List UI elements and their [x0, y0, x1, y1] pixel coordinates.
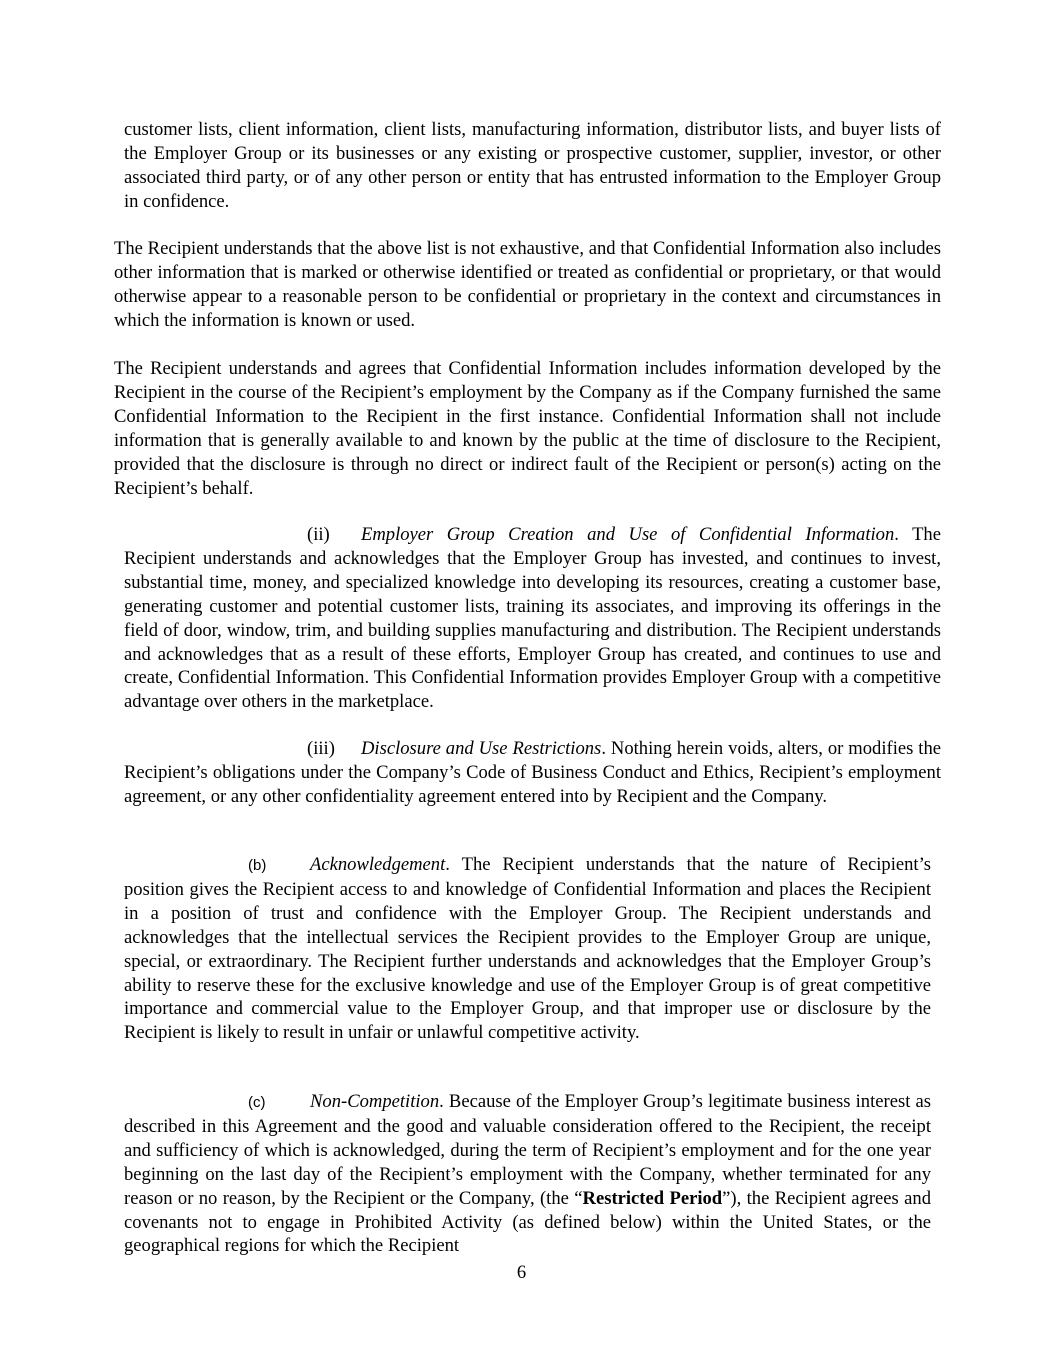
section-iii-heading: Disclosure and Use Restrictions — [361, 738, 602, 759]
section-iii-number: (iii) — [307, 738, 335, 759]
paragraph-developed-information: The Recipient understands and agrees that Confidential Information includes information developed by the Recipient in the course of the Recipient’s employment by the Company as if the Company furnished the same Confidential Information to the Recipient in the first instance. Confidential Information shall not include information that is generally available to and known by the public at the time of disclosure to the Recipient, provided that the disclosure is through no direct or indirect fault of the Recipient or person(s) acting on the Recipient’s behalf. — [114, 358, 941, 499]
section-b-number: (b) — [248, 857, 267, 874]
section-c-number: (c) — [248, 1094, 266, 1111]
section-ii — [124, 523, 941, 714]
section-ii-number: (ii) — [307, 524, 330, 545]
section-b-text: . The Recipient understands that the nature of Recipient’s position gives the Recipient access to and knowledge of Confidential Information and places the Recipient in a position of trust and confidence with the Employer Group. The Recipient understands and acknowledges that the intellectual services the Recipient provides to the Employer Group are unique, special, or extraordinary. The Recipient further understands and acknowledges that the Employer Group’s ability to reserve these for the exclusive knowledge and use of the Employer Group is of great competitive importance and commercial value to the Employer Group, and that improper use or disclosure by the Recipient is likely to result in unfair or unlawful competitive activity. — [124, 854, 931, 1044]
section-ii-heading: Employer Group Creation and Use of Confidential Information — [361, 524, 895, 545]
paragraph-customer-lists: customer lists, client information, client lists, manufacturing information, distributor lists, and buyer lists of the Employer Group or its businesses or any existing or prospective customer, supplier, investor, or other associated third party, or of any other person or entity that has entrusted information to the Employer Group in confidence. — [124, 119, 941, 212]
section-c-heading: Non-Competition — [310, 1091, 440, 1112]
section-c-text-after: ”), the Recipient agrees and covenants not to engage in Prohibited Activity (as defined below) within the United States, or the geographical regions for which the Recipient — [124, 1187, 932, 1257]
page-number: 6 — [516, 1262, 527, 1283]
section-ii-text: . The Recipient understands and acknowledges that the Employer Group has invested, and continues to invest, substantial time, money, and specialized knowledge into developing its resources, creating a customer base, generating customer and potential customer lists, training its associates, and improving its offerings in the field of door, window, trim, and building supplies manufacturing and distribution. The Recipient understands and acknowledges that as a result of these efforts, Employer Group has created, and continues to use and create, Confidential Information. This Confidential Information provides Employer Group with a competitive advantage over others in the marketplace. — [124, 524, 941, 713]
section-iii-text: . Nothing herein voids, alters, or modifies the Recipient’s obligations under the Company’s Code of Business Conduct and Ethics, Recipient’s employment agreement, or any other confidentiality agreement entered into by Recipient and the Company. — [124, 738, 941, 807]
section-b — [124, 853, 931, 1045]
section-iii — [124, 737, 941, 809]
section-c-text-before: . Because of the Employer Group’s legitimate business interest as described in this Agreement and the good and valuable consideration offered to the Recipient, the receipt and sufficiency of which is acknowledged, during the term of Recipient’s employment and for the one year beginning on the last day of the Recipient’s employment with the Company, whether terminated for any reason or no reason, by the Recipient or the Company, (the “ — [124, 1091, 931, 1209]
section-b-heading: Acknowledgement — [310, 854, 446, 875]
restricted-period-term: Restricted Period — [582, 1187, 723, 1209]
paragraph-list-not-exhaustive: The Recipient understands that the above list is not exhaustive, and that Confidential Information also includes other information that is marked or otherwise identified or treated as confidential or proprietary, or that would otherwise appear to a reasonable person to be confidential or proprietary in the context and circumstances in which the information is known or used. — [114, 238, 941, 331]
section-c — [124, 1090, 931, 1258]
